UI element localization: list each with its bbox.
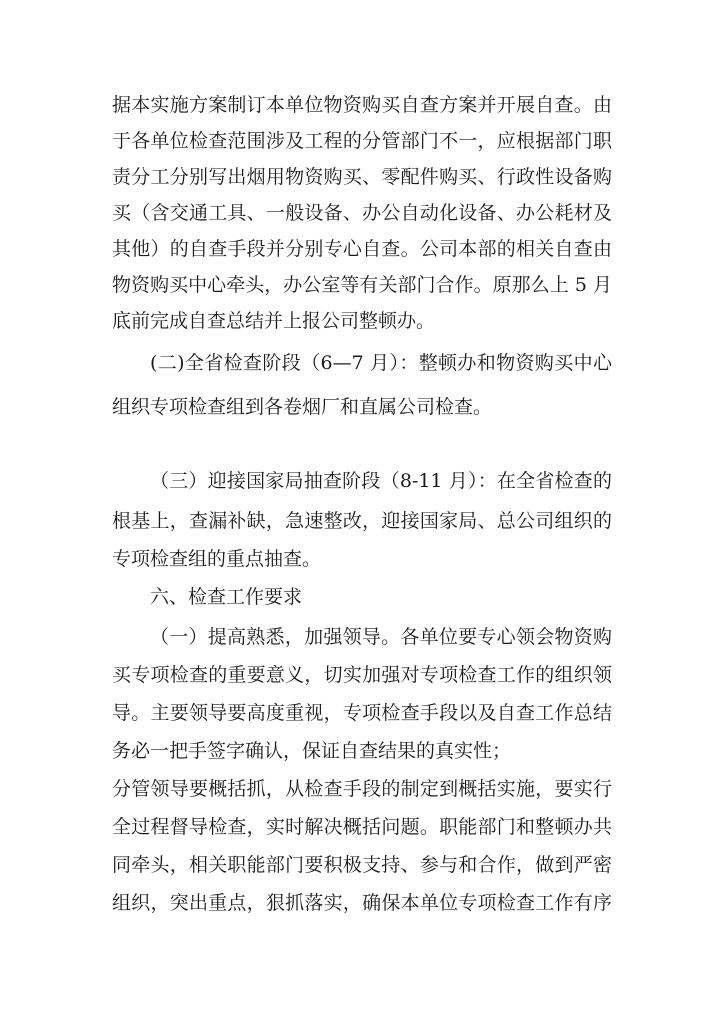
text-line: 据本实施方案制订本单位物资购买自查方案并开展自查。由 xyxy=(112,94,612,116)
text-line: 底前完成自查总结并上报公司整顿办。 xyxy=(112,310,436,332)
text-line: 全过程督导检查，实时解决概括问题。职能部门和整顿办共 xyxy=(112,816,612,838)
text-line: 导。主要领导要高度重视，专项检查手段以及自查工作总结 xyxy=(112,702,612,724)
text-line: 买专项检查的重要意义，切实加强对专项检查工作的组织领 xyxy=(112,664,612,686)
section-heading-3: （三）迎接国家局抽查阶段（8-11 月）：在全省检查的 xyxy=(150,470,612,492)
text-line: 分管领导要概括抓，从检查手段的制定到概括实施，要实行 xyxy=(112,778,612,800)
text-line: 根基上，查漏补缺，急速整改，迎接国家局、总公司组织的 xyxy=(112,510,612,532)
text-line: 物资购买中心牵头，办公室等有关部门合作。原那么上 5 月 xyxy=(112,274,612,296)
text-line: 同牵头，相关职能部门要积极支持、参与和合作，做到严密 xyxy=(112,854,612,876)
text-line: 组织专项检查组到各卷烟厂和直属公司检查。 xyxy=(112,396,493,418)
text-line: 专项检查组的重点抽查。 xyxy=(112,548,322,570)
text-line: 其他）的自查手段并分别专心自查。公司本部的相关自查由 xyxy=(112,238,612,260)
text-line: 买（含交通工具、一般设备、办公自动化设备、办公耗材及 xyxy=(112,202,612,224)
text-line: 组织，突出重点，狠抓落实，确保本单位专项检查工作有序 xyxy=(112,892,612,914)
section-title-6: 六、检查工作要求 xyxy=(150,586,303,608)
text-line: 责分工分别写出烟用物资购买、零配件购买、行政性设备购 xyxy=(112,166,612,188)
text-line: 于各单位检查范围涉及工程的分管部门不一，应根据部门职 xyxy=(112,130,612,152)
subsection-heading-1: （一）提高熟悉，加强领导。各单位要专心领会物资购 xyxy=(150,626,612,648)
text-line: 务必一把手签字确认，保证自查结果的真实性； xyxy=(112,740,512,762)
section-heading-2: (二)全省检查阶段（6—7 月）：整顿办和物资购买中心 xyxy=(150,352,612,374)
